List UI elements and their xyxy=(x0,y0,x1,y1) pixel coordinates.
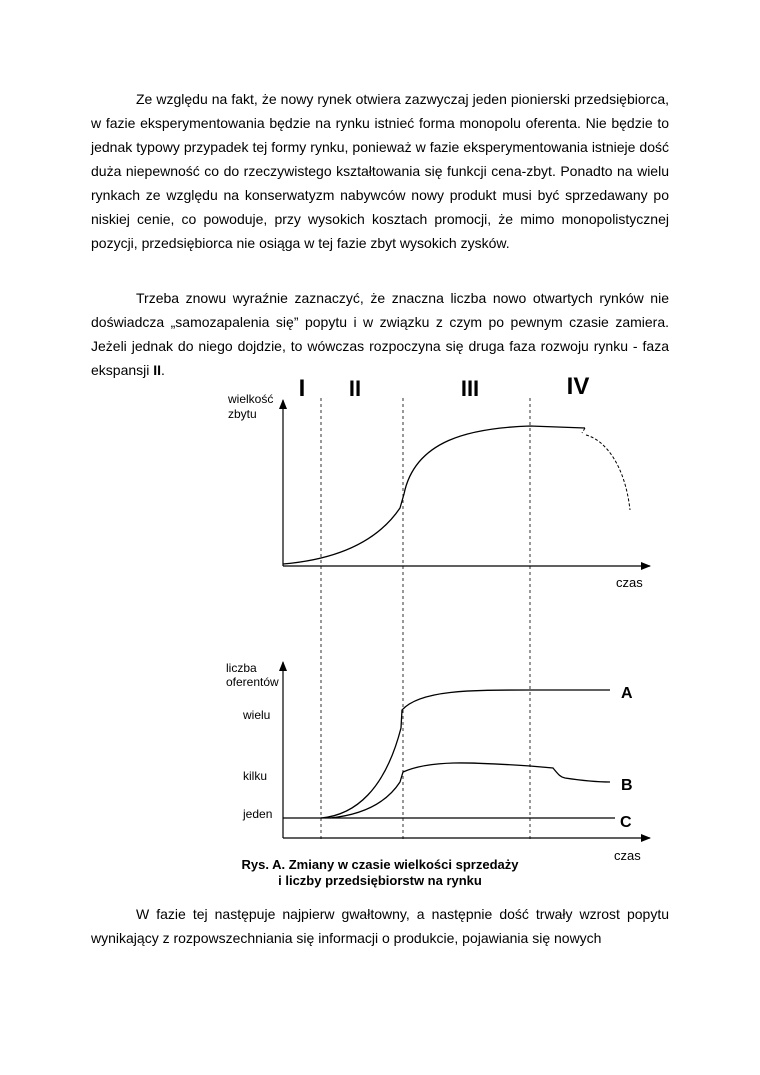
top-x-label: czas xyxy=(616,575,643,590)
paragraph-2-text: Trzeba znowu wyraźnie zaznaczyć, że znaczna liczba nowo otwartych rynków nie doświadcza „samozapalenia się” popytu i w związku z czym po pewnym czasie zamiera. Jeżeli jednak do niego dojdzie, to wówczas rozpoczyna się druga faza rozwoju rynku - faza ekspansji xyxy=(91,290,669,378)
level-label-one: jeden xyxy=(243,807,273,821)
bottom-x-label: czas xyxy=(614,848,641,863)
caption-line-2: i liczby przedsiębiorstw na rynku xyxy=(278,873,482,888)
phase-label-3: III xyxy=(460,376,480,401)
phase-label-4: IV xyxy=(566,373,590,400)
series-b-label: B xyxy=(621,777,633,794)
sales-curve-decline xyxy=(582,428,630,510)
level-label-many: wielu xyxy=(243,708,271,722)
phase-label-1: I xyxy=(298,375,306,402)
figure-caption xyxy=(180,857,580,889)
level-label-few: kilku xyxy=(243,769,268,783)
sales-curve xyxy=(283,426,585,564)
bottom-y-label-1: liczba xyxy=(226,661,257,675)
series-c-label: C xyxy=(620,814,632,831)
phase-reference: II xyxy=(153,362,162,378)
paragraph-3 xyxy=(91,902,669,950)
paragraph-1-text: Ze względu na fakt, że nowy rynek otwiera zazwyczaj jeden pionierski przedsiębiorca, w fazie eksperymentowania będzie na rynku istnieć forma monopolu oferenta. Nie będzie to jednak typowy przypadek tej formy rynku, ponieważ w fazie eksperymentowania istnieje dość duża niepewność co do rzeczywistego kształtowania się funkcji cena-zbyt. Ponadto na wielu rynkach ze względu na konserwatyzm nabywców nowy produkt musi być sprzedawany po niskiej cenie, co powoduje, przy wysokich kosztach promocji, że mimo monopolistycznej pozycji, przedsiębiorca nie osiąga w tej fazie zbyt wysokich zysków. xyxy=(91,91,669,251)
bottom-y-label-2: oferentów xyxy=(226,675,279,689)
series-a-label: A xyxy=(621,685,633,702)
caption-line-1: Rys. A. Zmiany w czasie wielkości sprzedaży xyxy=(241,857,519,872)
top-y-label-2: zbytu xyxy=(228,407,257,421)
paragraph-2: Trzeba znowu wyraźnie zaznaczyć, że znaczna liczba nowo otwartych rynków nie doświadcza „samozapalenia się” popytu i w związku z czym po pewnym czasie zamiera. Jeżeli jednak do niego dojdzie, to wówczas rozpoczyna się druga faza rozwoju rynku - faza ekspansji II. xyxy=(91,290,669,378)
top-y-label-1: wielkość xyxy=(228,392,274,406)
phase-label-2: II xyxy=(348,376,362,401)
series-a-curve xyxy=(321,690,610,818)
paragraph-3-text: W fazie tej następuje najpierw gwałtowny, a następnie dość trwały wzrost popytu wynikający z rozpowszechniania się informacji o produkcie, pojawiania się nowych xyxy=(91,906,669,946)
